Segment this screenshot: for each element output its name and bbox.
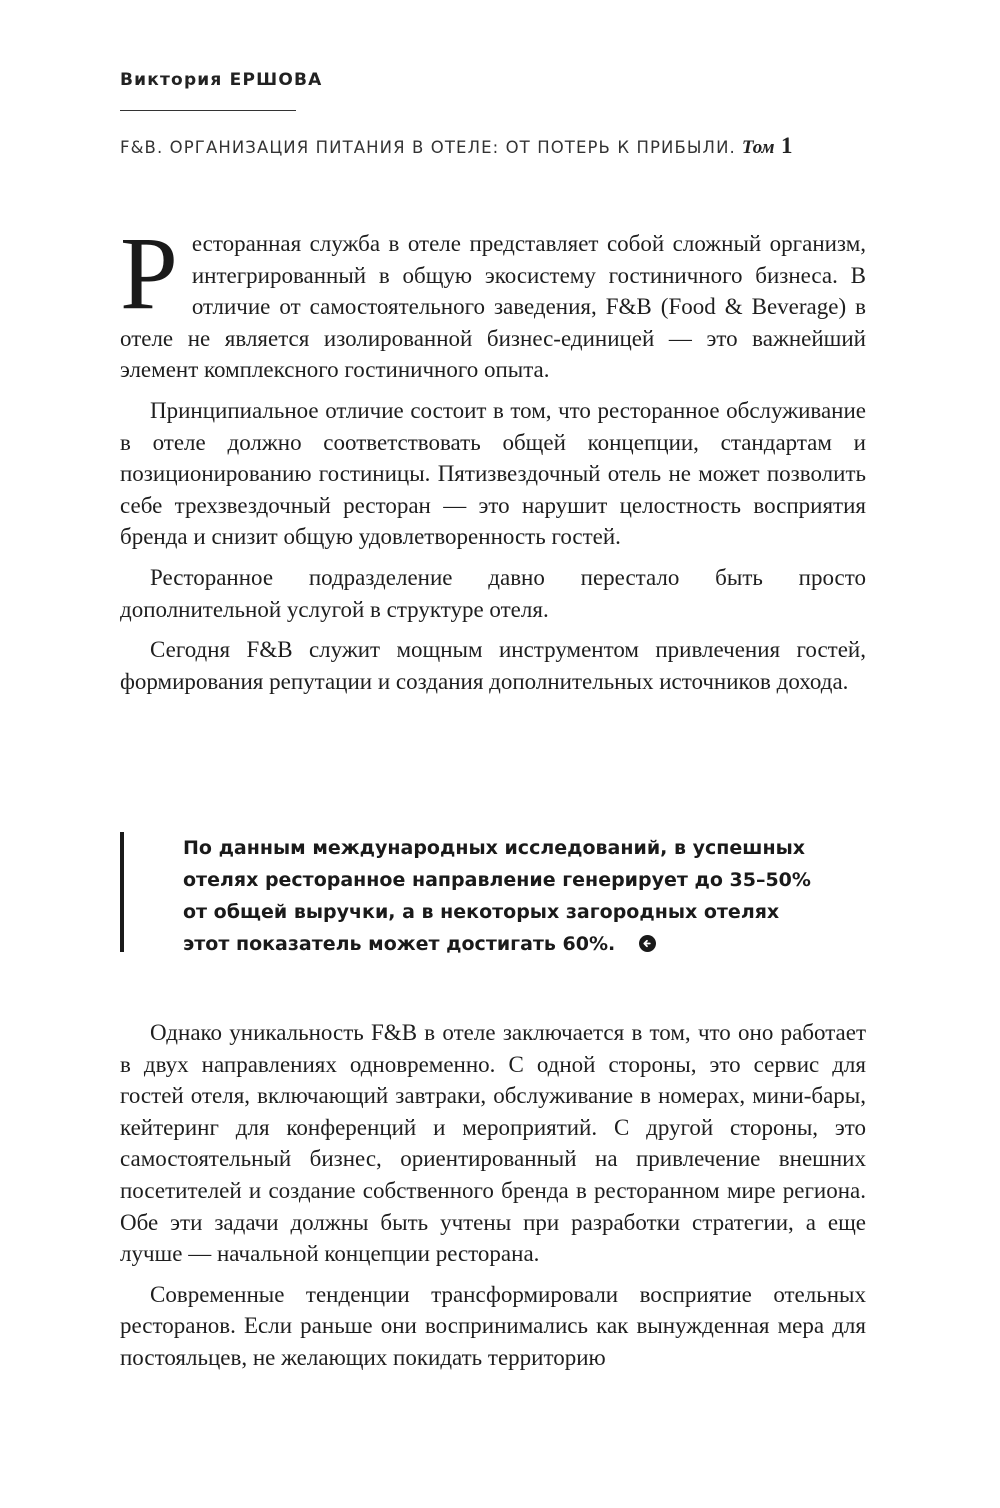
paragraph-4: Сегодня F&B служит мощным инструментом привлечения гостей, формирования репутации и создания дополнительных источников дохода.	[120, 637, 866, 694]
paragraph-6: Современные тенденции трансформировали восприятие отельных ресторанов. Если раньше они воспринимались как вынужденная мера для постояльцев, не желающих покидать территорию	[120, 1281, 866, 1370]
quote-bar	[120, 832, 124, 952]
author-name: Виктория ЕРШОВА	[120, 70, 323, 90]
paragraph-1-text: есторанная служба в отеле представляет собой сложный организм, интегрированный в общую экосистему гостиничного бизнеса. В отличие от самостоятельного заведения, F&B (Food & Beverage) в отеле не является изолированной бизнес-единицей — это важнейший элемент комплексного гостиничного опыта.	[120, 231, 866, 383]
quote-text: По данным международных исследований, в успешных отелях ресторанное направление генерирует до 35–50% от общей выручки, а в некоторых загородных отелях этот показатель может достигать 60%.	[183, 837, 811, 955]
text-block-bottom	[120, 1017, 866, 1383]
text-block-top	[120, 216, 866, 706]
running-title	[120, 133, 792, 159]
quote-body	[183, 832, 823, 960]
book-title-text: F&B. ОРГАНИЗАЦИЯ ПИТАНИЯ В ОТЕЛЕ: ОТ ПОТЕРЬ К ПРИБЫЛИ.	[120, 138, 736, 157]
header-divider	[120, 110, 296, 111]
volume-number: 1	[780, 133, 793, 158]
paragraph-5: Однако уникальность F&B в отеле заключается в том, что оно работает в двух направлениях одновременно. С одной стороны, это сервис для гостей отеля, включающий завтраки, обслуживание в номерах, мини-бары, кейтеринг для конференций и мероприятий. С другой стороны, это самостоятельный бизнес, ориентированный на привлечение внешних посетителей и создание собственного бренда в ресторанном мире региона. Обе эти задачи должны быть учтены при разработки стратегии, а еще лучше — начальной концепции ресторана.	[120, 1020, 866, 1267]
paragraph-3: Ресторанное подразделение давно перестало быть просто дополнительной услугой в структуре отеля.	[120, 564, 866, 622]
paragraph-1	[120, 216, 866, 386]
drop-cap: Р	[120, 216, 178, 331]
arrow-left-circle-icon	[639, 935, 656, 952]
paragraph-2: Принципиальное отличие состоит в том, что ресторанное обслуживание в отеле должно соответствовать общей концепции, стандартам и позиционированию гостиницы. Пятизвездочный отель не может позволить себе трехзвездочный ресторан — это нарушит целостность восприятия бренда и снизит общую удовлетворенность гостей.	[120, 397, 866, 550]
volume-label: Том	[741, 137, 775, 158]
